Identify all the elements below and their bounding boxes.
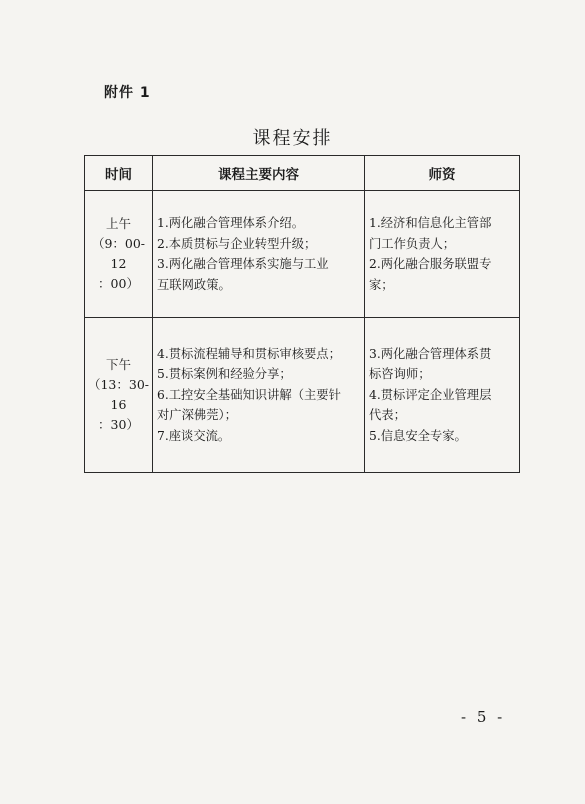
header-faculty: 师资 [365,156,520,191]
content-line: 2.本质贯标与企业转型升级； [157,236,317,251]
faculty-cell [365,191,520,318]
content-line: 5.贯标案例和经验分享； [157,367,292,382]
faculty-line: 4.贯标评定企业管理层 [369,387,492,402]
faculty-line: 门工作负责人； [369,236,456,251]
faculty-line: 1.经济和信息化主管部 [369,216,492,230]
faculty-line: 3.两化融合管理体系贯 [369,346,492,361]
content-cell [153,191,365,318]
time-line: 下午 [105,357,131,372]
schedule-table [84,155,520,473]
attachment-label: 附件 1 [104,85,151,101]
time-line: 上午 [105,216,131,231]
time-line: （13：30-16 [87,377,150,412]
faculty-line: 代表； [369,408,406,423]
table-header-row [85,156,520,191]
content-line: 3.两化融合管理体系实施与工业 [157,257,329,271]
content-line: 7.座谈交流。 [157,428,231,443]
content-cell [153,318,365,473]
time-line: ：30） [98,417,139,432]
faculty-cell [365,318,520,473]
time-cell [85,191,153,318]
table-row-afternoon [85,318,520,473]
page-title: 课程安排 [252,128,333,149]
time-line: ：00） [98,276,139,291]
content-line: 6.工控安全基础知识讲解（主要针 [157,387,341,402]
content-line: 互联网政策。 [157,277,231,292]
faculty-line: 标咨询师； [369,367,431,382]
page-number: - 5 - [461,708,506,726]
content-line: 4.贯标流程辅导和贯标审核要点； [157,346,341,361]
time-line: （9：00-12 [91,236,146,271]
header-content: 课程主要内容 [153,156,365,191]
table-row-morning [85,191,520,318]
faculty-line: 2.两化融合服务联盟专 [369,257,492,271]
time-cell [85,318,153,473]
content-line: 对广深佛莞）； [157,408,237,423]
faculty-line: 家； [369,277,394,292]
header-time: 时间 [85,156,153,191]
faculty-line: 5.信息安全专家。 [369,428,467,443]
content-line: 1.两化融合管理体系介绍。 [157,216,304,230]
